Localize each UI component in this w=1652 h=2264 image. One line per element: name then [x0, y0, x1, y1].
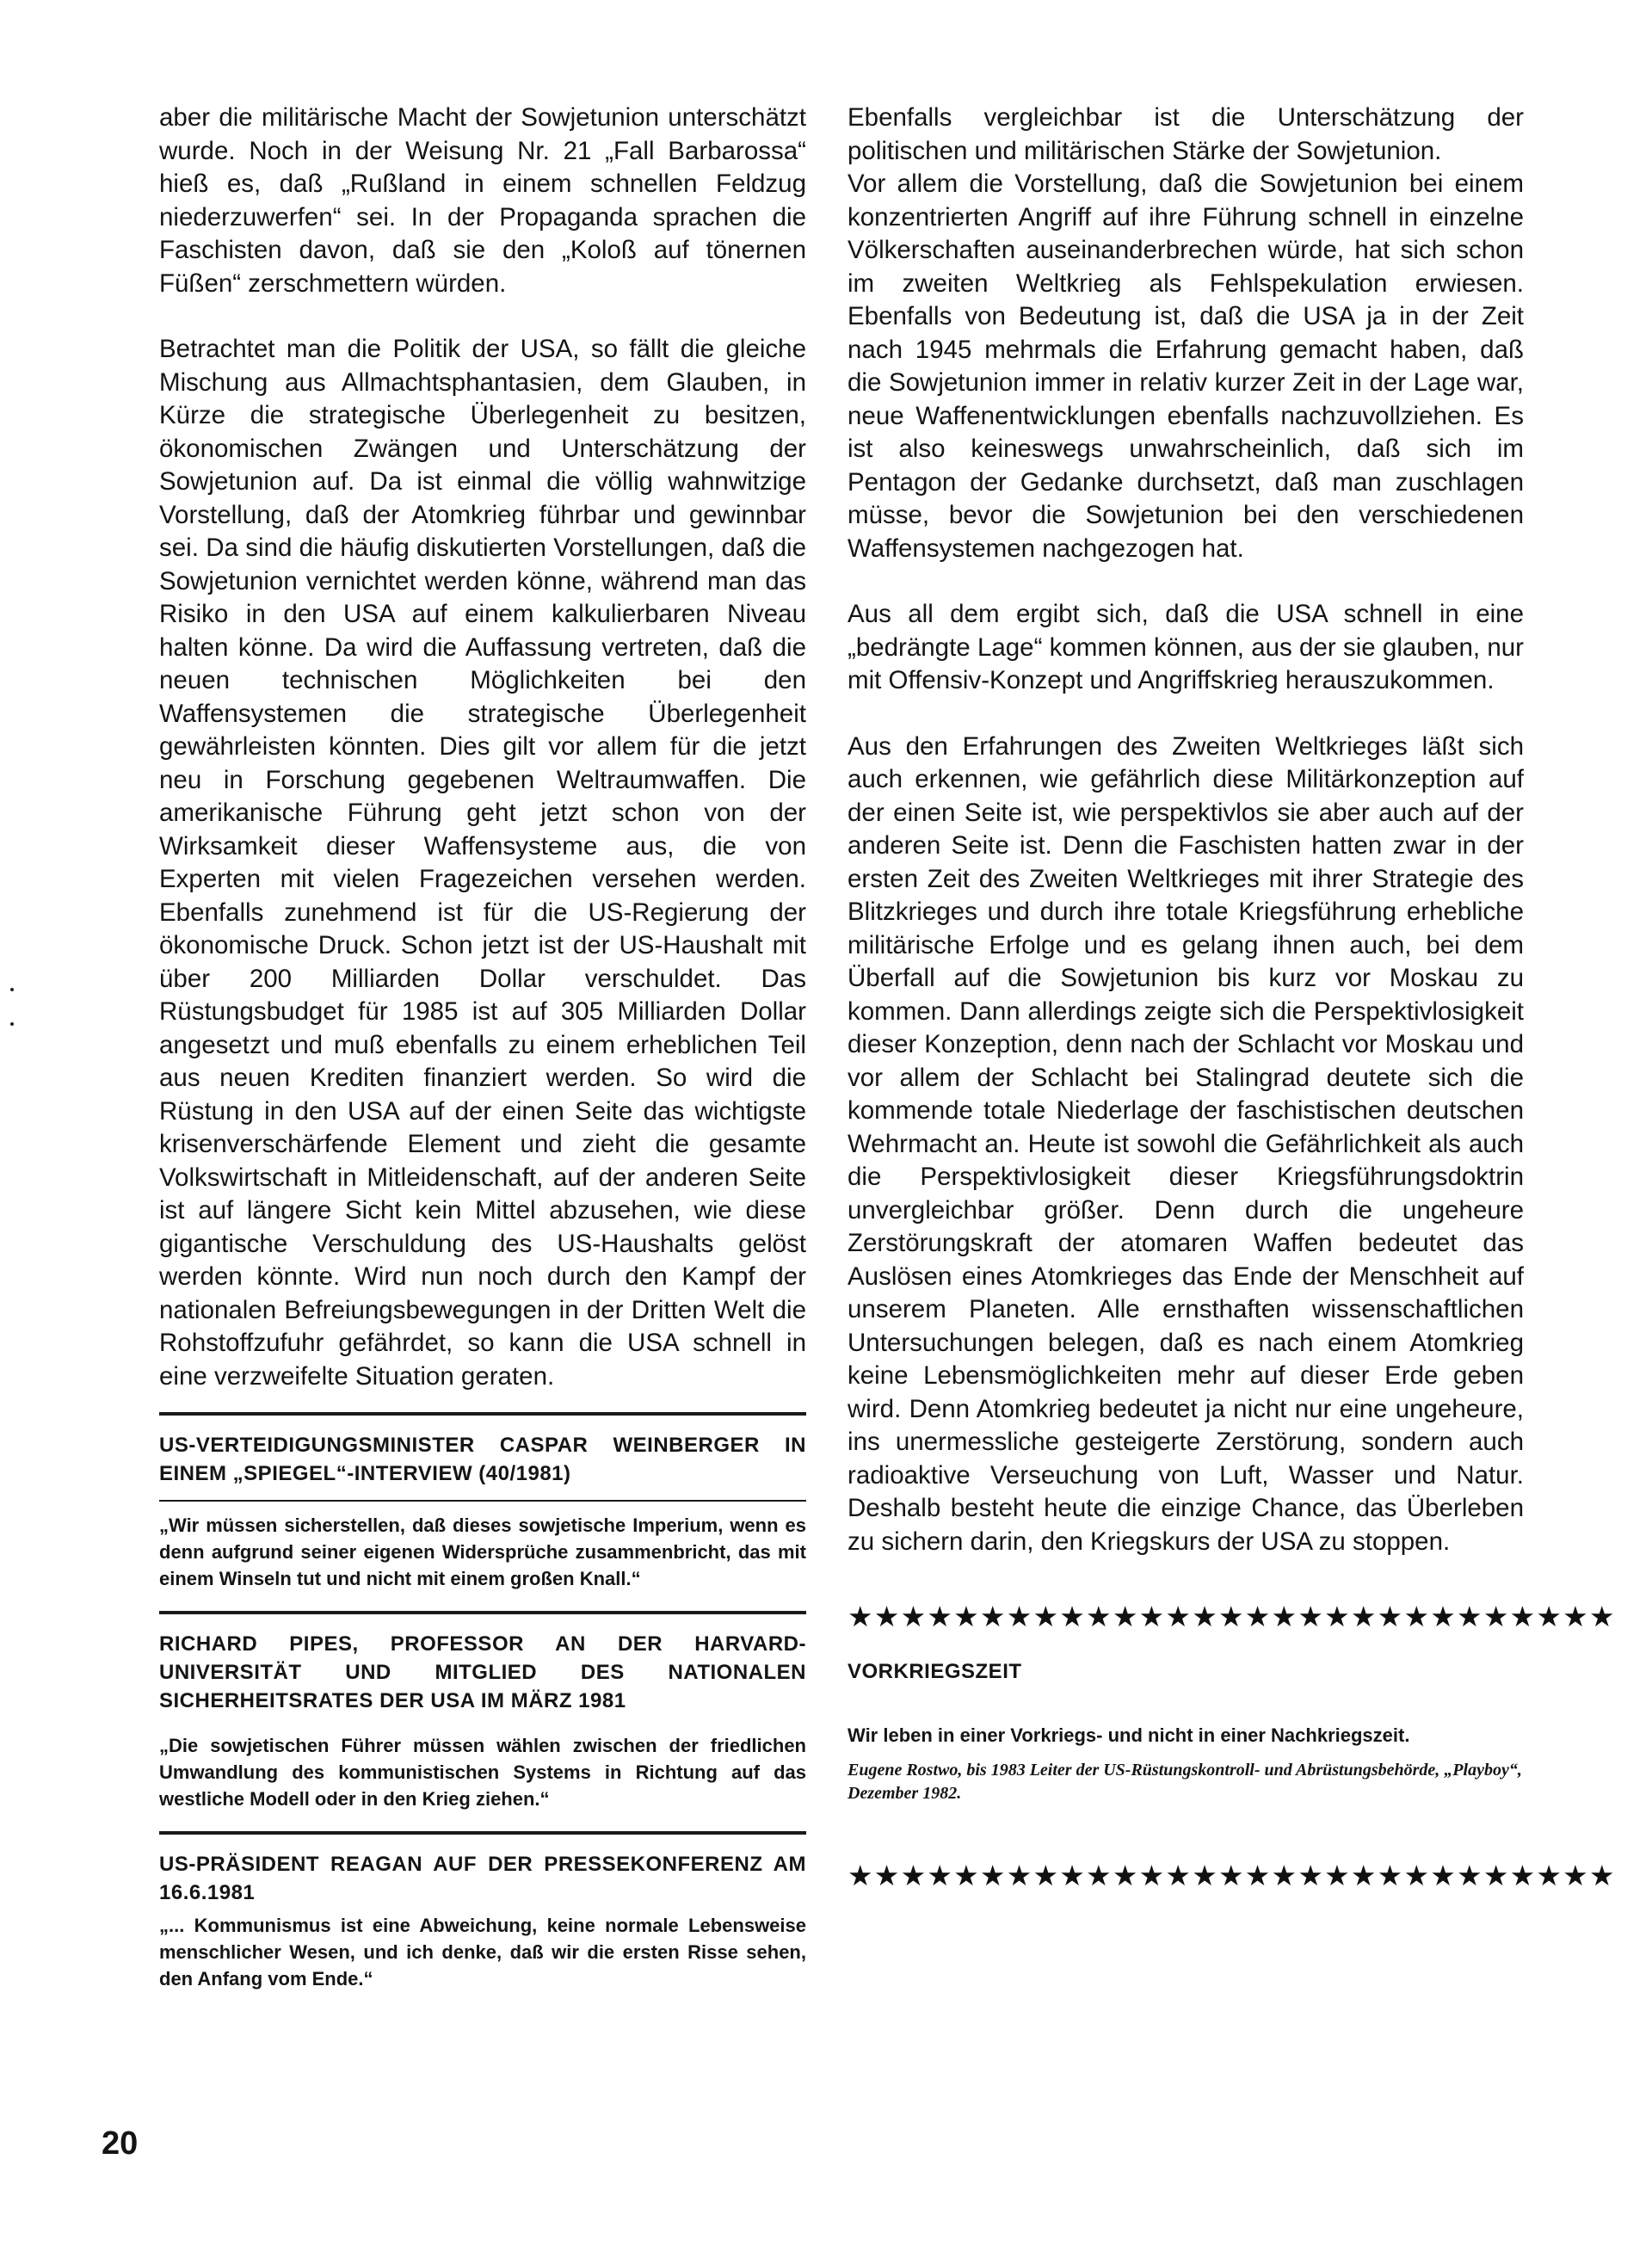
quote-pipes [159, 1630, 806, 1812]
quote-heading-rule [159, 1500, 806, 1502]
quote-pipes-heading: RICHARD PIPES, PROFESSOR AN DER HARVARD-UNIVERSITÄT UND MITGLIED DES NATIONALEN SICHERHEITSRATES DER USA IM MÄRZ 1981 [159, 1632, 806, 1712]
paragraph-gap [159, 300, 806, 333]
quote-weinberger [159, 1431, 806, 1592]
star-border-top: ★★★★★★★★★★★★★★★★★★★★★★★★★★★★★ [848, 1601, 1616, 1632]
quote-weinberger-text: „Wir müssen sicherstellen, daß dieses sowjetische Imperium, wenn es denn aufgrund seiner eigenen Widersprüche zusammenbricht, das mit einem Winseln tut und nicht mit einem großen Knall.“ [159, 1514, 806, 1589]
left-paragraph-2: Betrachtet man die Politik der USA, so fällt die gleiche Mischung aus Allmachtsphantasien, dem Glauben, in Kürze die strategische Überlegenheit zu besitzen, ökonomischen Zwängen und Unterschätzung der Sowjetunion auf. Da ist einmal die völlig wahnwitzige Vorstellung, daß der Atomkrieg führbar und gewinnbar sei. Da sind die häufig diskutierten Vorstellungen, daß die Sowjetunion vernichtet werden könne, während man das Risiko in den USA auf einem kalkulierbaren Niveau halten könne. Da wird die Auffassung vertreten, daß die neuen technischen Möglichkeiten bei den Waffensystemen die strategische Überlegenheit gewährleisten könnten. Dies gilt vor allem für die jetzt neu in Forschung gegebenen Weltraumwaffen. Die amerikanische Führung geht jetzt schon von der Wirksamkeit dieser Waffensysteme aus, die von Experten mit vielen Fragezeichen versehen werden. Ebenfalls zunehmend ist für die US-Regierung der ökonomische Druck. Schon jetzt ist der US-Haushalt mit über 200 Milliarden Dollar verschuldet. Das Rüstungsbudget für 1985 ist auf 305 Milliarden Dollar angesetzt und muß ebenfalls zu einem erheblichen Teil aus neuen Krediten finanziert werden. So wird die Rüstung in den USA auf der einen Seite das wichtigste krisenverschärfende Element und zieht die gesamte Volkswirtschaft in Mitleidenschaft, auf der anderen Seite ist auf längere Sicht kein Mittel abzusehen, wie diese gigantische Verschuldung des US-Haushalts gelöst werden könnte. Wird nun noch durch den Kampf der nationalen Befreiungsbewegungen in der Dritten Welt die Rohstoffzufuhr gefährdet, so kann die USA schnell in eine verzweifelte Situation geraten. [159, 335, 806, 1391]
quote-weinberger-heading: US-VERTEIDIGUNGSMINISTER CASPAR WEINBERGER IN EINEM „SPIEGEL“-INTERVIEW (40/1981) [159, 1434, 806, 1485]
right-paragraph-1: Ebenfalls vergleichbar ist die Unterschätzung der politischen und militärischen Stärke der Sowjetunion. [848, 103, 1524, 165]
box-quote: Wir leben in einer Vorkriegs- und nicht in einer Nachkriegszeit. [848, 1724, 1410, 1746]
box-source: Eugene Rostwo, bis 1983 Leiter der US-Rüstungskontroll- und Abrüstungsbehörde, „Playboy“, Dezember 1982. [848, 1761, 1522, 1803]
quote-reagan [159, 1850, 806, 1992]
quote-divider [159, 1611, 806, 1614]
vorkriegszeit-box [848, 1600, 1616, 1893]
quote-reagan-heading: US-PRÄSIDENT REAGAN AUF DER PRESSEKONFERENZ AM 16.6.1981 [159, 1853, 806, 1904]
quote-pipes-text: „Die sowjetischen Führer müssen wählen zwischen der friedlichen Umwandlung des kommunistischen Systems in Richtung auf das westliche Modell oder in den Krieg ziehen.“ [159, 1735, 806, 1810]
quote-divider [159, 1412, 806, 1416]
page-number: 20 [102, 2125, 139, 2162]
right-paragraph-4: Aus den Erfahrungen des Zweiten Weltkrieges läßt sich auch erkennen, wie gefährlich diese Militärkonzeption auf der einen Seite ist, wie perspektivlos sie aber auch auf der anderen Seite ist. Denn die Faschisten hatten zwar in der ersten Zeit des Zweiten Weltkrieges mit ihrer Strategie des Blitzkrieges und durch ihre totale Kriegsführung erhebliche militärische Erfolge und es gelang ihnen auch, bei dem Überfall auf die Sowjetunion bis kurz vor Moskau zu kommen. Dann allerdings zeigte sich die Perspektivlosigkeit dieser Konzeption, denn nach der Schlacht vor Moskau und vor allem der Schlacht bei Stalingrad deutete sich die kommende totale Niederlage der faschistischen deutschen Wehrmacht an. Heute ist sowohl die Gefährlichkeit als auch die Perspektivlosigkeit dieser Kriegsführungsdoktrin unvergleichbar größer. Denn durch die ungeheure Zerstörungskraft der atomaren Waffen bedeutet das Auslösen eines Atomkrieges das Ende der Menschheit auf unserem Planeten. Alle ernsthaften wissenschaftlichen Untersuchungen belegen, daß es nach einem Atomkrieg keine Lebensmöglichkeiten mehr auf dieser Erde geben wird. Denn Atomkrieg bedeutet ja nicht nur eine ungeheure, ins unermessliche gesteigerte Zerstörung, sondern auch radioaktive Verseuchung von Luft, Wasser und Natur. Deshalb besteht heute die einzige Chance, das Überleben zu sichern darin, den Kriegskurs der USA zu stoppen. [848, 731, 1524, 1556]
scan-mark [10, 988, 14, 991]
paragraph-gap [848, 698, 1524, 731]
left-column [159, 102, 806, 1992]
right-paragraph-2: Vor allem die Vorstellung, daß die Sowjetunion bei einem konzentrierten Angriff auf ihre Führung schnell in einzelne Völkerschaften auseinanderbrechen würde, hat sich schon im zweiten Weltkrieg als Fehlspekulation erwiesen. Ebenfalls von Bedeutung ist, daß die USA ja in der Zeit nach 1945 mehrmals die Erfahrung gemacht haben, daß die Sowjetunion immer in relativ kurzer Zeit in der Lage war, neue Waffenentwicklungen ebenfalls nachzuvollziehen. Es ist also keineswegs unwahrscheinlich, daß sich im Pentagon der Gedanke durchsetzt, daß man zuschlagen müsse, bevor die Sowjetunion bei den verschiedenen Waffensystemen nachgezogen hat. [848, 170, 1524, 563]
paragraph-gap [848, 565, 1524, 598]
quote-divider [159, 1831, 806, 1835]
right-paragraph-3: Aus all dem ergibt sich, daß die USA schnell in eine „bedrängte Lage“ kommen können, aus der sie glauben, nur mit Offensiv-Konzept und Angriffskrieg herauszukommen. [848, 600, 1524, 694]
scan-mark [10, 1022, 14, 1026]
box-heading: VORKRIEGSZEIT [848, 1660, 1022, 1683]
left-paragraph-1: aber die militärische Macht der Sowjetunion unterschätzt wurde. Noch in der Weisung Nr. 21 „Fall Barbarossa“ hieß es, daß „Rußland in einem schnellen Feldzug niederzuwerfen“ sei. In der Propaganda sprachen die Faschisten davon, daß sie den „Koloß auf tönernen Füßen“ zerschmettern würden. [159, 103, 806, 298]
right-column [848, 102, 1616, 1893]
star-border-bottom: ★★★★★★★★★★★★★★★★★★★★★★★★★★★★★ [848, 1860, 1616, 1891]
quote-reagan-text: „... Kommunismus ist eine Abweichung, keine normale Lebensweise menschlicher Wesen, und ich denke, daß wir die ersten Risse sehen, den Anfang vom Ende.“ [159, 1915, 806, 1989]
